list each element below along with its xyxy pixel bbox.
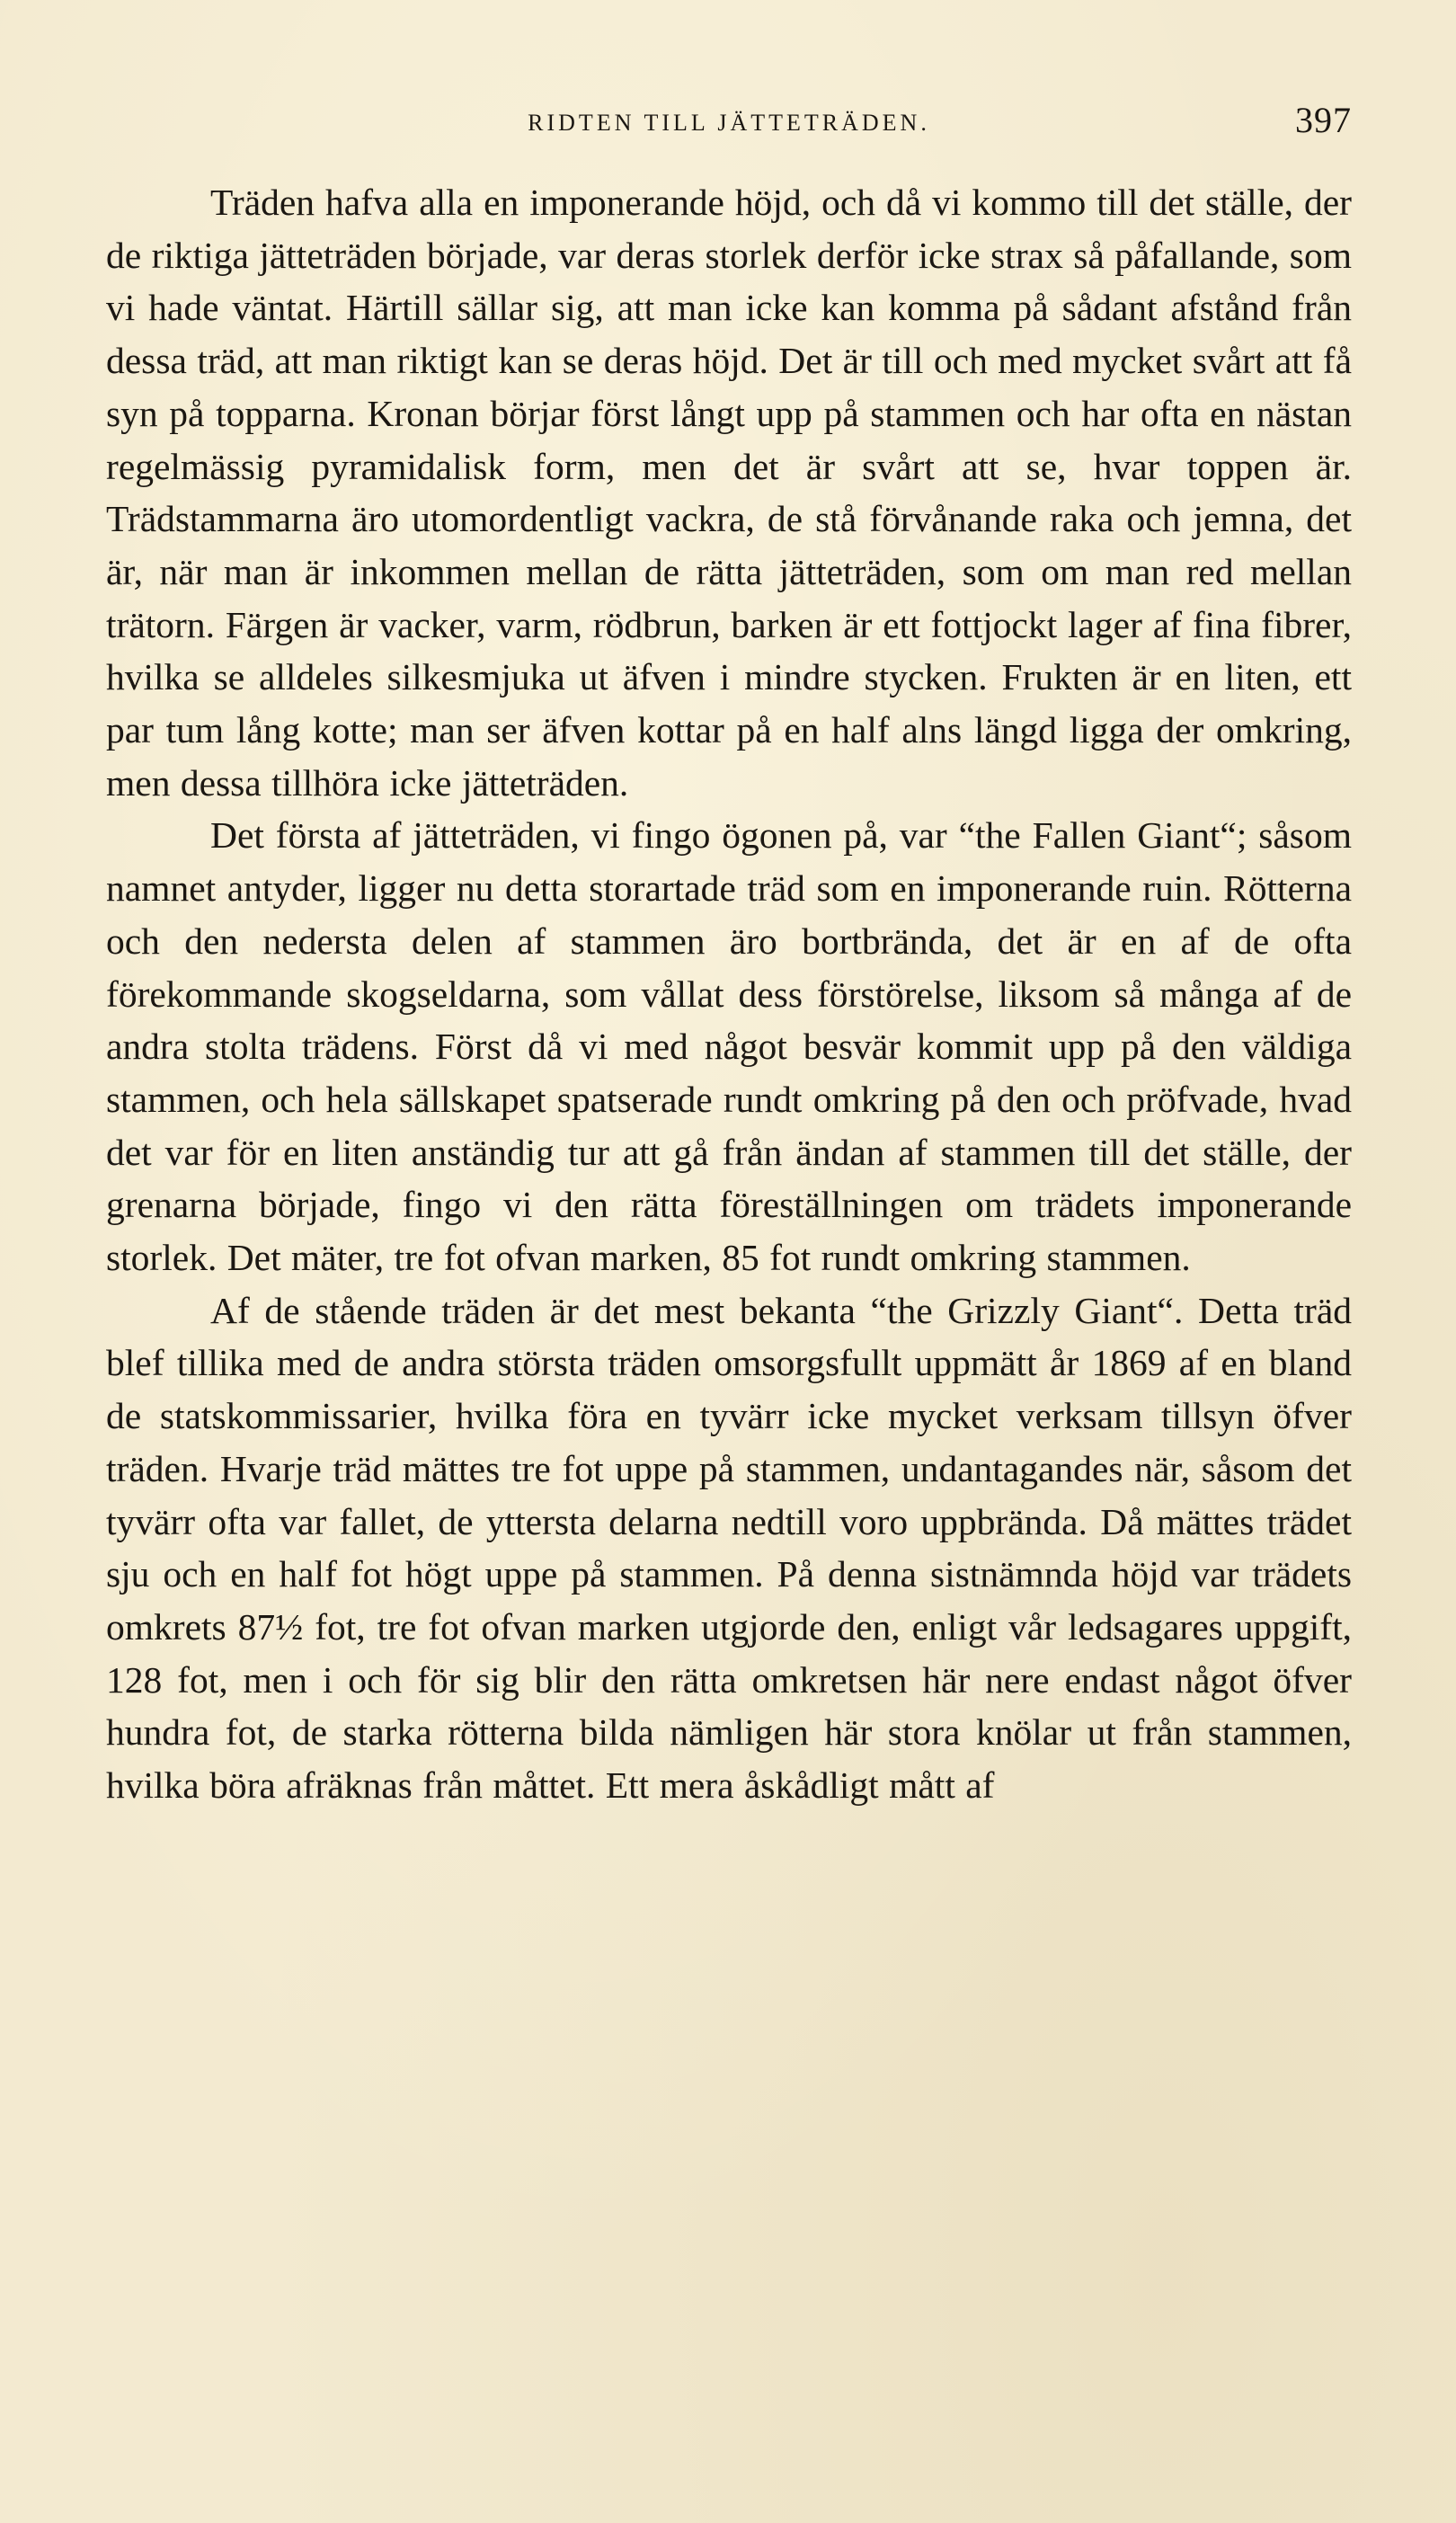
paragraph-2: Det första af jätteträden, vi fingo ögonen på, var “the Fallen Giant“; såsom namnet antyder, ligger nu detta storartade träd som en imponerande ruin. Rötterna och den nedersta delen af stammen äro bortbrända, det är en af de ofta förekommande skogseldarna, som vållat dess förstörelse, liksom så många af de andra stolta trädens. Först då vi med något besvär kommit upp på den väldiga stammen, och hela sällskapet spatserade rundt omkring på den och pröfvade, hvad det var för en liten anständig tur att gå från ändan af stammen till det ställe, der grenarna började, fingo vi den rätta föreställningen om trädets imponerande storlek. Det mäter, tre fot ofvan marken, 85 fot rundt omkring stammen. xyxy=(106,814,1352,1279)
running-header xyxy=(106,100,1352,142)
paragraph-1: Träden hafva alla en imponerande höjd, och då vi kommo till det ställe, der de riktiga jätteträden började, var deras storlek derför icke strax så påfallande, som vi hade väntat. Härtill sällar sig, att man icke kan komma på sådant afstånd från dessa träd, att man riktigt kan se deras höjd. Det är till och med mycket svårt att få syn på topparna. Kronan börjar först långt upp på stammen och har ofta en nästan regelmässig pyramidalisk form, men det är svårt att se, hvar toppen är. Trädstammarna äro utomordentligt vackra, de stå förvånande raka och jemna, det är, när man är inkommen mellan de rätta jätteträden, som om man red mellan trätorn. Färgen är vacker, varm, rödbrun, barken är ett fottjockt lager af fina fibrer, hvilka se alldeles silkesmjuka ut äfven i mindre stycken. Frukten är en liten, ett par tum lång kotte; man ser äfven kottar på en half alns längd ligga der omkring, men dessa tillhöra icke jätteträden. xyxy=(106,182,1352,804)
running-title: RIDTEN TILL JÄTTETRÄDEN. xyxy=(528,110,930,136)
page-number: 397 xyxy=(1295,100,1352,140)
body-text xyxy=(106,176,1352,1812)
paragraph-3: Af de stående träden är det mest bekanta “the Grizzly Giant“. Detta träd blef tillika med de andra största träden omsorgsfullt uppmätt år 1869 af en bland de statskommissarier, hvilka föra en tyvärr icke mycket verksam tillsyn öfver träden. Hvarje träd mättes tre fot uppe på stammen, undantagandes när, såsom det tyvärr ofta var fallet, de yttersta delarna nedtill voro uppbrända. Då mättes trädet sju och en half fot högt uppe på stammen. På denna sistnämnda höjd var trädets omkrets 87½ fot, tre fot ofvan marken utgjorde den, enligt vår ledsagares uppgift, 128 fot, men i och för sig blir den rätta omkretsen här nere endast något öfver hundra fot, de starka rötterna bilda nämligen här stora knölar ut från stammen, hvilka böra afräknas från måttet. Ett mera åskådligt mått af xyxy=(106,1289,1352,1807)
